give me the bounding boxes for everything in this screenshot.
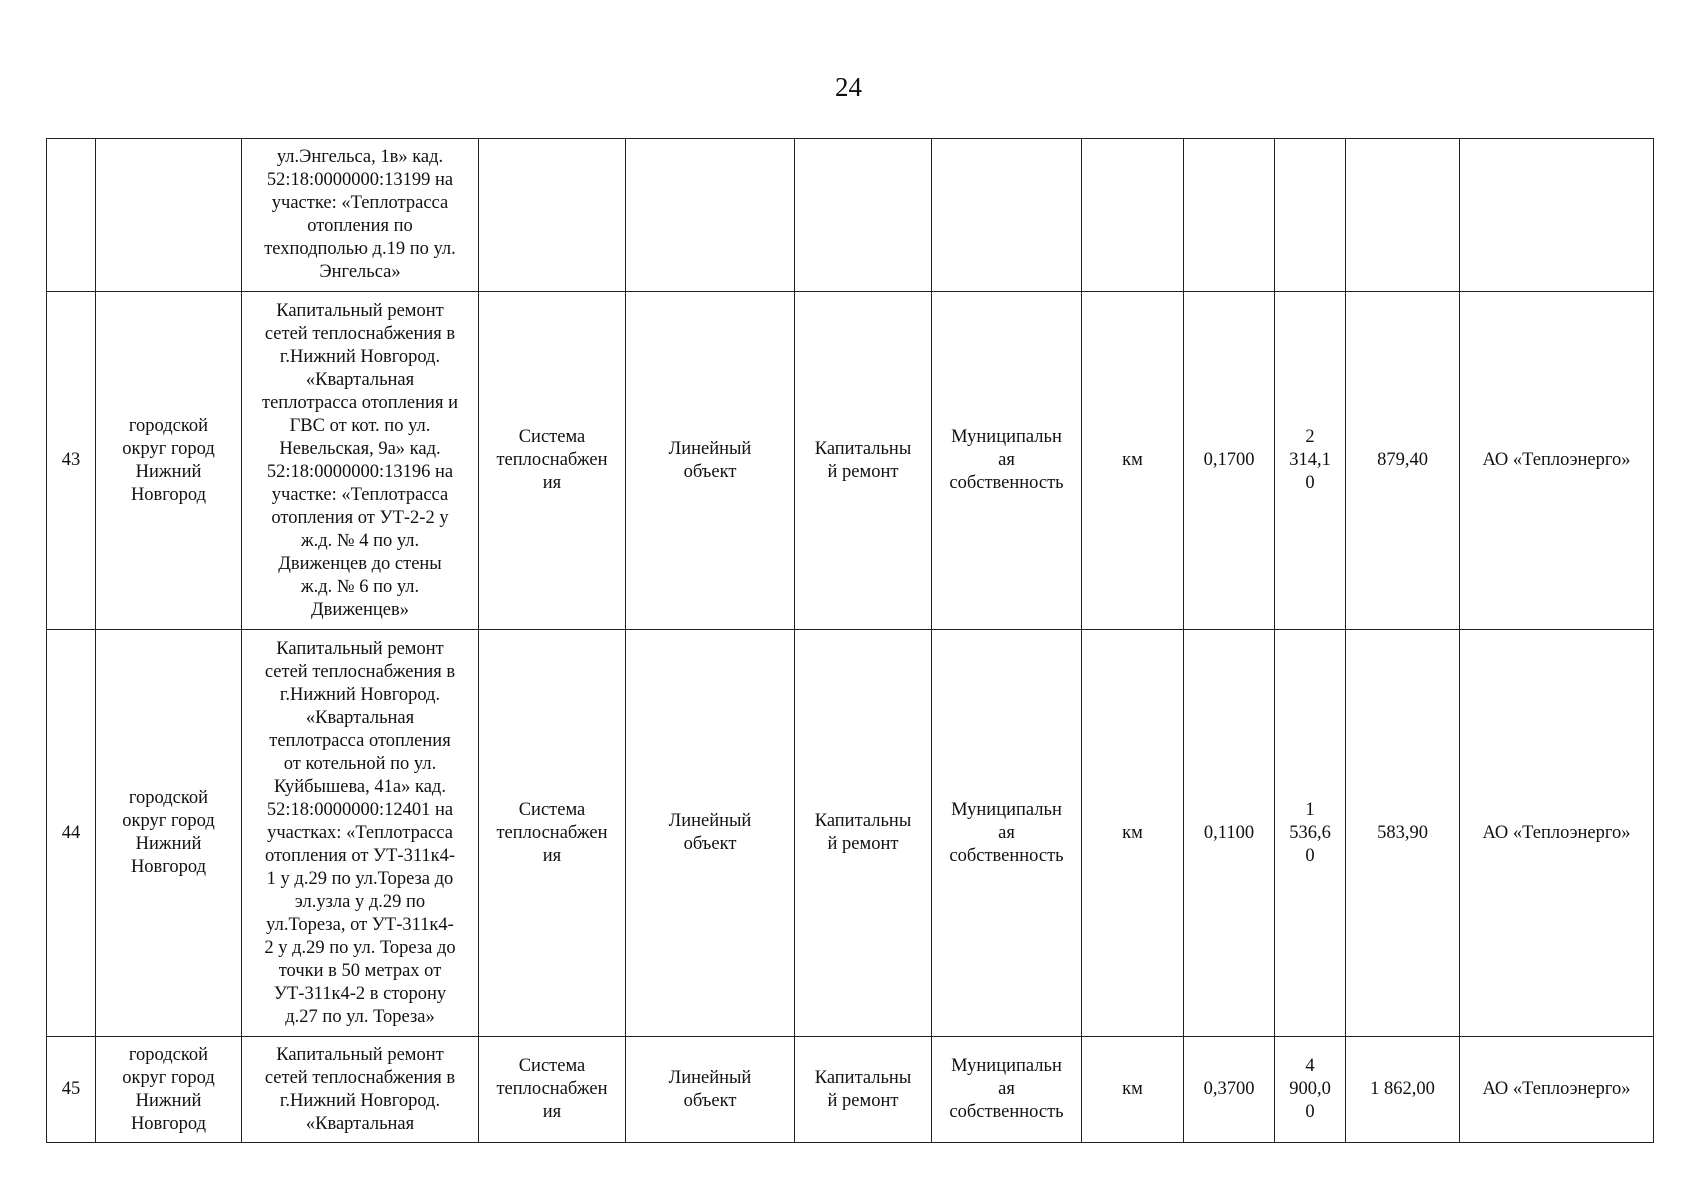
object-type-cell: Линейный объект	[626, 292, 795, 630]
quantity-cell: 0,1700	[1184, 292, 1275, 630]
unit-cell: км	[1082, 292, 1184, 630]
object-type-cell: Линейный объект	[626, 1037, 795, 1143]
organization-cell: АО «Теплоэнерго»	[1460, 630, 1654, 1037]
row-number-cell	[47, 139, 96, 292]
organization-cell: АО «Теплоэнерго»	[1460, 1037, 1654, 1143]
value-b-cell	[1346, 139, 1460, 292]
quantity-cell	[1184, 139, 1275, 292]
system-cell: Система теплоснабжен ия	[479, 1037, 626, 1143]
territory-cell: городской округ город Нижний Новгород	[96, 292, 242, 630]
unit-cell: км	[1082, 1037, 1184, 1143]
register-table	[46, 138, 1654, 1143]
table-row	[47, 1037, 1654, 1143]
description-cell: Капитальный ремонт сетей теплоснабжения в г.Нижний Новгород. «Квартальная теплотрасса отопления от котельной по ул. Куйбышева, 41а» кад. 52:18:0000000:12401 на участках: «Теплотрасса отопления от УТ-311к4- 1 у д.29 по ул.Тореза до эл.узла у д.29 по ул.Тореза, от УТ-311к4- 2 у д.29 по ул. Тореза до точки в 50 метрах от УТ-311к4-2 в сторону д.27 по ул. Тореза»	[242, 630, 479, 1037]
work-type-cell: Капитальны й ремонт	[795, 292, 932, 630]
page-number: 24	[835, 72, 862, 102]
row-number-cell: 43	[47, 292, 96, 630]
quantity-cell: 0,3700	[1184, 1037, 1275, 1143]
unit-cell	[1082, 139, 1184, 292]
value-a-cell	[1275, 139, 1346, 292]
work-type-cell	[795, 139, 932, 292]
row-number-cell: 45	[47, 1037, 96, 1143]
system-cell	[479, 139, 626, 292]
object-type-cell	[626, 139, 795, 292]
ownership-cell: Муниципальн ая собственность	[932, 292, 1082, 630]
value-b-cell: 879,40	[1346, 292, 1460, 630]
territory-cell: городской округ город Нижний Новгород	[96, 630, 242, 1037]
ownership-cell	[932, 139, 1082, 292]
value-a-cell: 2 314,1 0	[1275, 292, 1346, 630]
system-cell: Система теплоснабжен ия	[479, 292, 626, 630]
table-row	[47, 292, 1654, 630]
value-b-cell: 583,90	[1346, 630, 1460, 1037]
quantity-cell: 0,1100	[1184, 630, 1275, 1037]
row-number-cell: 44	[47, 630, 96, 1037]
ownership-cell: Муниципальн ая собственность	[932, 630, 1082, 1037]
value-a-cell: 1 536,6 0	[1275, 630, 1346, 1037]
description-cell: ул.Энгельса, 1в» кад. 52:18:0000000:13199 на участке: «Теплотрасса отопления по техподполью д.19 по ул. Энгельса»	[242, 139, 479, 292]
organization-cell	[1460, 139, 1654, 292]
organization-cell: АО «Теплоэнерго»	[1460, 292, 1654, 630]
work-type-cell: Капитальны й ремонт	[795, 1037, 932, 1143]
value-b-cell: 1 862,00	[1346, 1037, 1460, 1143]
object-type-cell: Линейный объект	[626, 630, 795, 1037]
table-row	[47, 630, 1654, 1037]
ownership-cell: Муниципальн ая собственность	[932, 1037, 1082, 1143]
description-cell: Капитальный ремонт сетей теплоснабжения в г.Нижний Новгород. «Квартальная	[242, 1037, 479, 1143]
territory-cell: городской округ город Нижний Новгород	[96, 1037, 242, 1143]
table-row	[47, 139, 1654, 292]
description-cell: Капитальный ремонт сетей теплоснабжения в г.Нижний Новгород. «Квартальная теплотрасса отопления и ГВС от кот. по ул. Невельская, 9а» кад. 52:18:0000000:13196 на участке: «Теплотрасса отопления от УТ-2-2 у ж.д. № 4 по ул. Движенцев до стены ж.д. № 6 по ул. Движенцев»	[242, 292, 479, 630]
unit-cell: км	[1082, 630, 1184, 1037]
territory-cell	[96, 139, 242, 292]
work-type-cell: Капитальны й ремонт	[795, 630, 932, 1037]
system-cell: Система теплоснабжен ия	[479, 630, 626, 1037]
value-a-cell: 4 900,0 0	[1275, 1037, 1346, 1143]
